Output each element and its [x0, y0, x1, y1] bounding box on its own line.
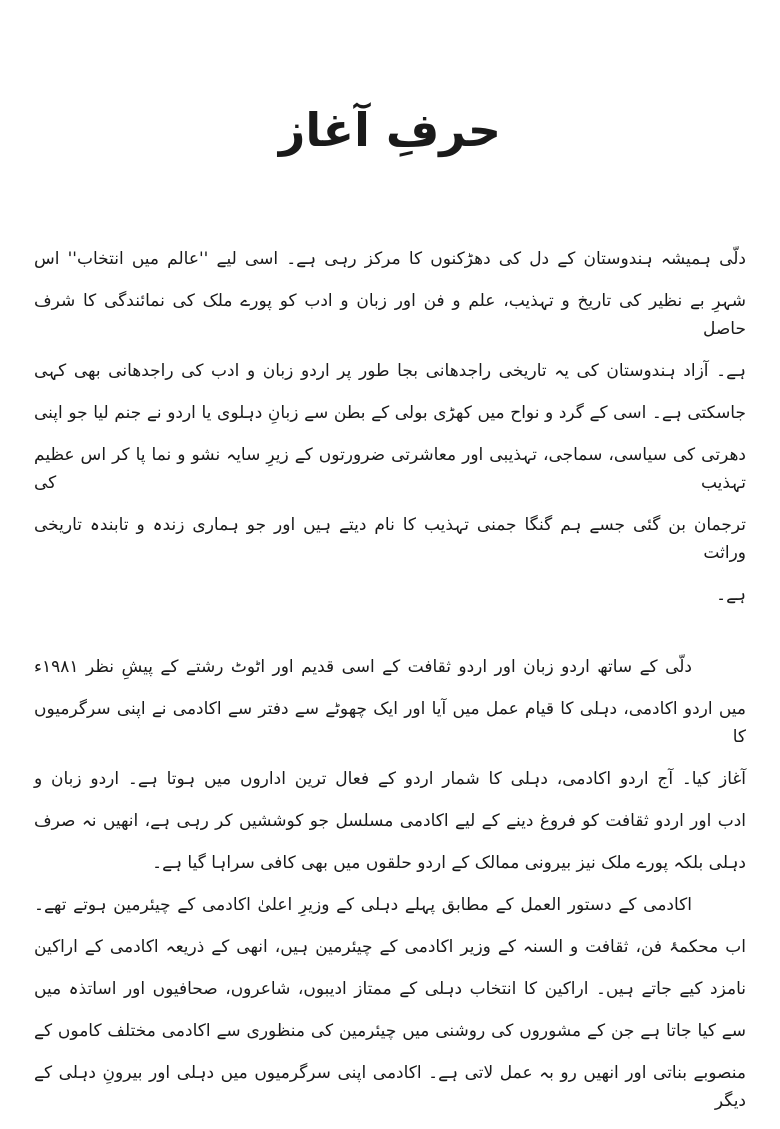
text-line: دہلی بلکہ پورے ملک نیز بیرونی ممالک کے اردو حلقوں میں بھی کافی سراہا گیا ہے۔: [152, 853, 746, 873]
text-line: دلّی ہمیشہ ہندوستان کے دل کی دھڑکنوں کا مرکز رہی ہے۔ اسی لیے ''عالم میں انتخاب'' اس: [34, 249, 746, 269]
text-line: اکادمی کے دستور العمل کے مطابق پہلے دہلی کے وزیرِ اعلیٰ اکادمی کے چیئرمین ہوتے تھے۔: [34, 895, 692, 915]
text-line: دلّی کے ساتھ اردو زبان اور اردو ثقافت کے اسی قدیم اور اٹوٹ رشتے کے پیشِ نظر ۱۹۸۱ء: [34, 657, 692, 677]
text-line: ترجمان بن گئی جسے ہم گنگا جمنی تہذیب کا نام دیتے ہیں اور جو ہماری زندہ و تابندہ تاریخی وراثت: [34, 515, 746, 563]
body-text: [34, 245, 746, 1129]
page-title: حرفِ آغاز: [278, 103, 502, 157]
text-line: ہے۔ آزاد ہندوستان کی یہ تاریخی راجدھانی بجا طور پر اردو زبان و ادب کی راجدھانی بھی کہی: [34, 361, 746, 381]
text-line: دھرتی کی سیاسی، سماجی، تہذیبی اور معاشرتی ضرورتوں کے زیرِ سایہ نشو و نما پا کر اس عظیم تہذیب کی: [34, 445, 746, 493]
text-line: اب محکمۂ فن، ثقافت و السنہ کے وزیر اکادمی کے چیئرمین ہیں، انھی کے ذریعہ اکادمی کے اراکین: [34, 937, 746, 957]
text-line: سے کیا جاتا ہے جن کے مشوروں کی روشنی میں چیئرمین کی منظوری سے اکادمی مختلف کاموں کے: [34, 1021, 746, 1041]
text-line: شہرِ بے نظیر کی تاریخ و تہذیب، علم و فن اور زبان و ادب کو پورے ملک کی نمائندگی کا شرف حاصل: [34, 291, 746, 339]
text-line: نامزد کیے جاتے ہیں۔ اراکین کا انتخاب دہلی کے ممتاز ادیبوں، شاعروں، صحافیوں اور اساتذہ میں: [34, 979, 746, 999]
text-line: جاسکتی ہے۔ اسی کے گرد و نواح میں کھڑی بولی کے بطن سے زبانِ دہلوی یا اردو نے جنم لیا جو اپنی: [34, 403, 746, 423]
text-line: میں اردو اکادمی، دہلی کا قیام عمل میں آیا اور ایک چھوٹے سے دفتر سے اکادمی نے اپنی سرگرمیوں کا: [34, 699, 746, 747]
text-line: ہے۔: [716, 585, 746, 605]
text-line: منصوبے بناتی اور انھیں رو بہ عمل لاتی ہے۔ اکادمی اپنی سرگرمیوں میں دہلی اور بیرونِ دہلی کے دیگر: [34, 1063, 746, 1111]
text-line: آغاز کیا۔ آج اردو اکادمی، دہلی کا شمار اردو کے فعال ترین اداروں میں ہوتا ہے۔ اردو زبان و: [34, 769, 746, 789]
text-line: ادب اور اردو ثقافت کو فروغ دینے کے لیے اکادمی مسلسل جو کوششیں کر رہی ہے، انھیں نہ صرف: [34, 811, 746, 831]
